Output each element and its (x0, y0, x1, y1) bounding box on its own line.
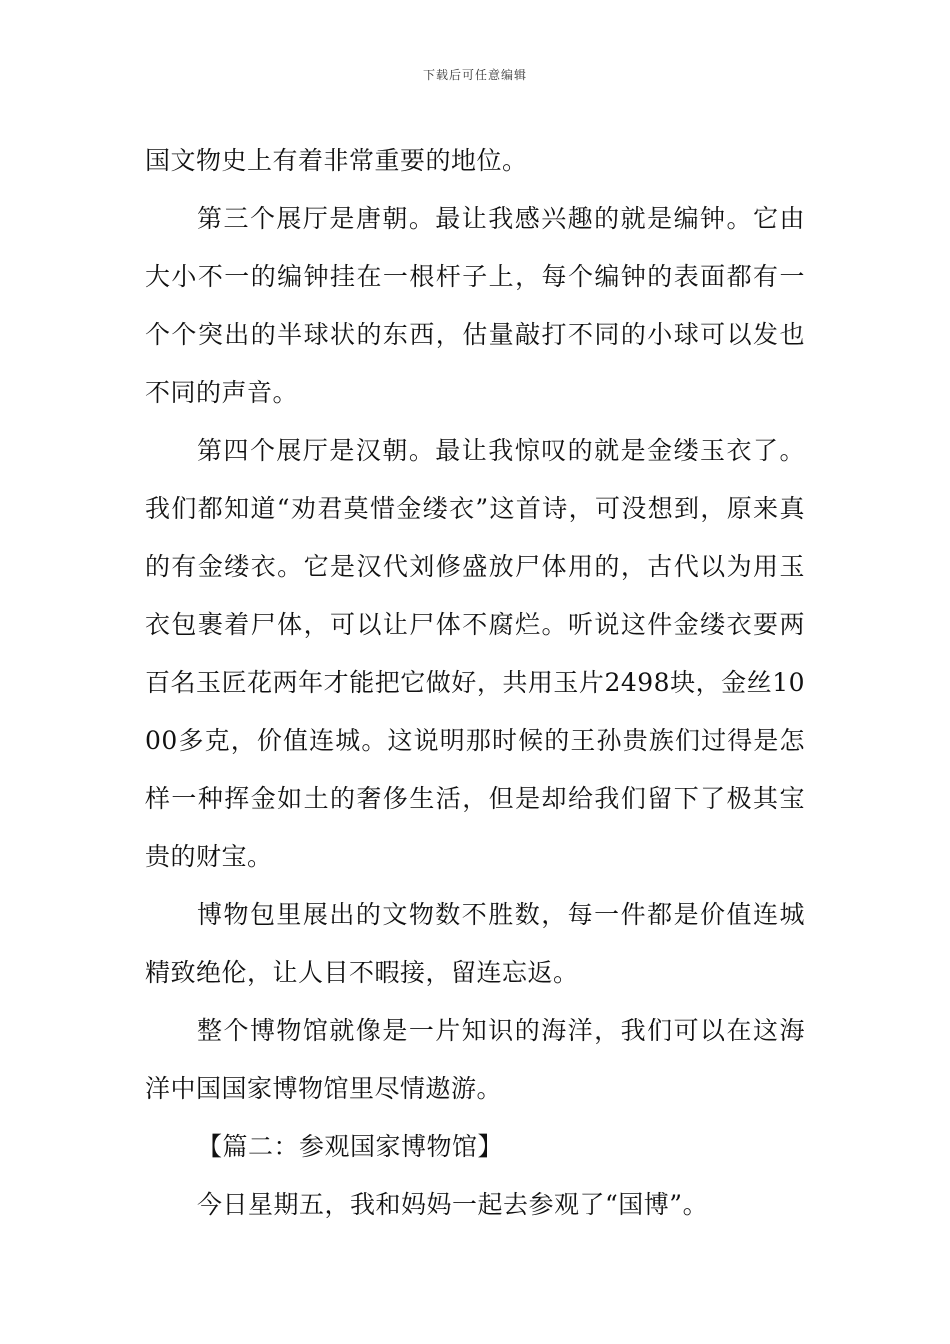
document-body (145, 132, 805, 1234)
paragraph-5: 整个博物馆就像是一片知识的海洋，我们可以在这海洋中国国家博物馆里尽情遨游。 (145, 1016, 805, 1103)
page-header: 下载后可任意编辑 (422, 68, 527, 82)
paragraph-4: 博物包里展出的文物数不胜数，每一件都是价值连城精致绝伦，让人目不暇接，留连忘返。 (145, 900, 805, 987)
paragraph-3: 第四个展厅是汉朝。最让我惊叹的就是金缕玉衣了。我们都知道“劝君莫惜金缕衣”这首诗，可没想到，原来真的有金缕衣。它是汉代刘修盛放尸体用的，古代以为用玉衣包裹着尸体，可以让尸体不腐烂。听说这件金缕衣要两百名玉匠花两年才能把它做好，共用玉片2498块，金丝1000多克，价值连城。这说明那时候的王孙贵族们过得是怎样一种挥金如土的奢侈生活，但是却给我们留下了极其宝贵的财宝。 (145, 436, 805, 871)
section-heading: 【篇二：参观国家博物馆】 (197, 1132, 504, 1161)
paragraph-2: 第三个展厅是唐朝。最让我感兴趣的就是编钟。它由大小不一的编钟挂在一根杆子上，每个编钟的表面都有一个个突出的半球状的东西，估量敲打不同的小球可以发也不同的声音。 (145, 204, 805, 407)
paragraph-1: 国文物史上有着非常重要的地位。 (145, 146, 528, 175)
paragraph-6: 今日星期五，我和妈妈一起去参观了“国博”。 (197, 1190, 709, 1219)
